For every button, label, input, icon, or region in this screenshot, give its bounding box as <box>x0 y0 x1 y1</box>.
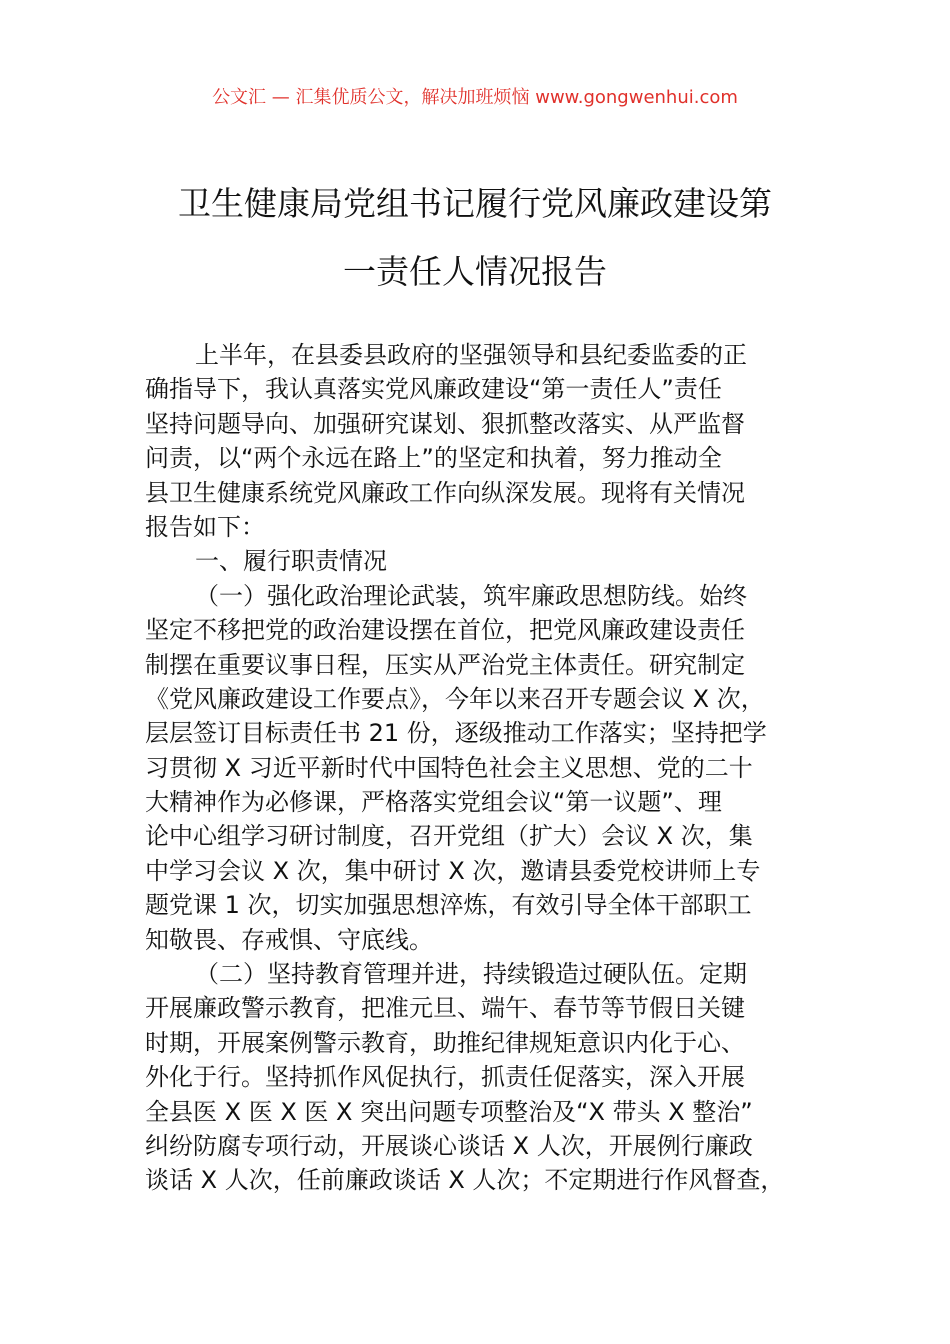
document-body <box>145 338 835 1198</box>
paragraph-line: 上半年，在县委县政府的坚强领导和县纪委监委的正 <box>195 341 747 369</box>
paragraph-line: 报告如下： <box>145 512 265 541</box>
paragraph-line: 层层签订目标责任书 21 份，逐级推动工作落实；坚持把学 <box>145 719 767 748</box>
paragraph-line: 习贯彻 X 习近平新时代中国特色社会主义思想、党的二十 <box>145 753 753 782</box>
paragraph-line: 开展廉政警示教育，把准元旦、端午、春节等节假日关键 <box>145 994 745 1023</box>
paragraph-line: 论中心组学习研讨制度，召开党组（扩大）会议 X 次，集 <box>145 822 753 851</box>
paragraph-line: 县卫生健康系统党风廉政工作向纵深发展。现将有关情况 <box>145 478 745 507</box>
paragraph-line: 谈话 X 人次，任前廉政谈话 X 人次；不定期进行作风督查， <box>145 1166 785 1195</box>
document-title-line-1: 卫生健康局党组书记履行党风廉政建设第 <box>178 184 772 223</box>
paragraph-line: 题党课 1 次，切实加强思想淬炼，有效引导全体干部职工 <box>145 891 752 920</box>
section-heading: 一、履行职责情况 <box>195 547 387 576</box>
paragraph-line: 知敬畏、存戒惧、守底线。 <box>145 925 433 954</box>
document-title-line-2: 一责任人情况报告 <box>343 252 607 291</box>
paragraph-line: 坚持问题导向、加强研究谋划、狠抓整改落实、从严监督 <box>145 409 745 438</box>
paragraph-line: 时期，开展案例警示教育，助推纪律规矩意识内化于心、 <box>145 1028 745 1057</box>
paragraph-line: 坚定不移把党的政治建设摆在首位，把党风廉政建设责任 <box>145 616 745 645</box>
paragraph-line: 全县医 X 医 X 医 X 突出问题专项整治及“X 带头 X 整治” <box>145 1097 753 1126</box>
paragraph-line: 《党风廉政建设工作要点》，今年以来召开专题会议 X 次， <box>145 684 765 713</box>
paragraph-line: 制摆在重要议事日程，压实从严治党主体责任。研究制定 <box>145 650 745 679</box>
header-watermark: 公文汇 — 汇集优质公文，解决加班烦恼 www.gongwenhui.com <box>212 87 738 108</box>
paragraph-line: （一）强化政治理论武装，筑牢廉政思想防线。始终 <box>195 581 747 610</box>
paragraph-line: 纠纷防腐专项行动，开展谈心谈话 X 人次，开展例行廉政 <box>145 1131 753 1160</box>
paragraph-line: 大精神作为必修课，严格落实党组会议“第一议题”、理 <box>145 788 722 817</box>
paragraph-line: 确指导下，我认真落实党风廉政建设“第一责任人”责任 <box>145 375 722 404</box>
paragraph-line: （二）坚持教育管理并进，持续锻造过硬队伍。定期 <box>195 960 747 989</box>
paragraph-line: 中学习会议 X 次，集中研讨 X 次，邀请县委党校讲师上专 <box>145 856 761 885</box>
paragraph-line: 外化于行。坚持抓作风促执行，抓责任促落实，深入开展 <box>145 1063 745 1092</box>
paragraph-line: 问责，以“两个永远在路上”的坚定和执着，努力推动全 <box>145 444 722 473</box>
